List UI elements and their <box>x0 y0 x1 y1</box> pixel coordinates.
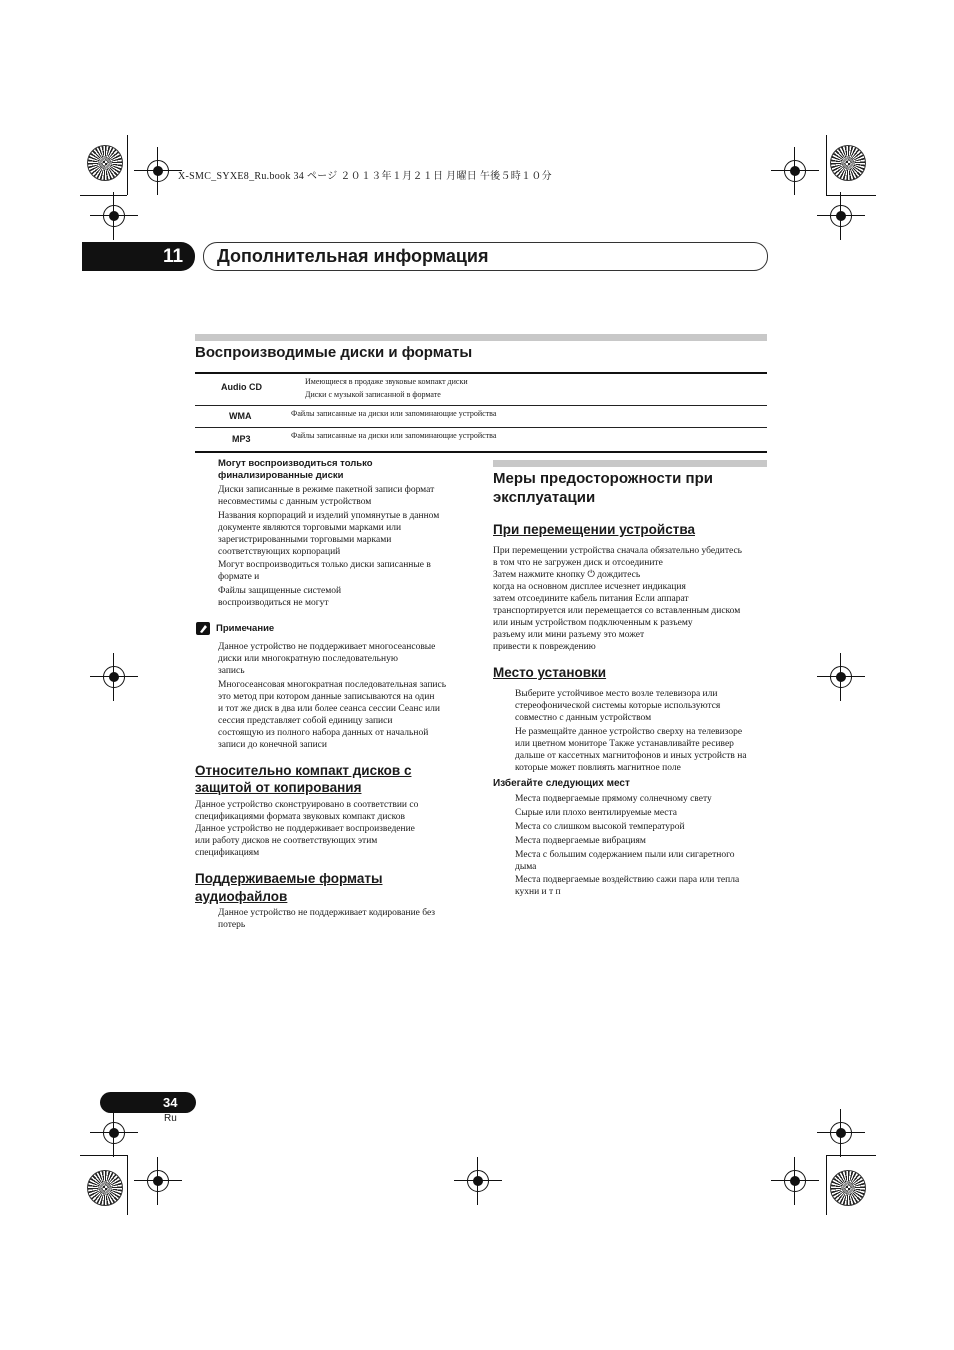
format-label: MP3 <box>232 434 251 444</box>
trim-line <box>80 195 127 196</box>
registration-mark-icon <box>87 145 123 181</box>
table-bottom-rule <box>195 451 767 453</box>
trim-line <box>826 1155 876 1156</box>
bullet-line: зарегистрированными торговыми марками <box>218 535 392 545</box>
body-line: дальше от кассетных магнитофонов и иных устройств на <box>515 751 747 761</box>
format-desc: Имеющиеся в продаже звуковые компакт диски <box>305 377 468 386</box>
body-line: или цветном мониторе Также устанавливайте ресивер <box>515 739 734 749</box>
trim-line <box>127 135 128 195</box>
section-title: Воспроизводимые диски и форматы <box>195 344 473 361</box>
body-line: стереофонической системы которые используются <box>515 701 721 711</box>
body-line: Места со слишком высокой температурой <box>515 822 685 832</box>
table-row <box>195 406 767 428</box>
note-heading: Могут воспроизводиться только <box>218 458 373 469</box>
format-desc: Диски с музыкой записанной в формате <box>305 390 441 399</box>
body-line: Сырые или плохо вентилируемые места <box>515 808 677 818</box>
body-line: которые может повлиять магнитное поле <box>515 763 681 773</box>
note-icon <box>196 622 210 635</box>
note-label: Примечание <box>216 623 275 634</box>
body-line: Места подвергаемые прямому солнечному свету <box>515 794 712 804</box>
subsection-title: Относительно компакт дисков с <box>195 763 412 778</box>
note-line: Данное устройство не поддерживает многосеансовые <box>218 642 436 652</box>
body-line: или иным устройством подключенным к разъему <box>493 618 693 628</box>
section-title: эксплуатации <box>493 489 596 506</box>
table-row <box>195 374 767 406</box>
crosshair-mark-icon <box>830 1122 852 1144</box>
chapter-title: Дополнительная информация <box>217 246 489 266</box>
body-line: разъему или мини разъему это может <box>493 630 645 640</box>
body-line: или работу дисков не соответствующих этим <box>195 836 378 846</box>
bullet-line: воспроизводиться не могут <box>218 598 329 608</box>
body-line: совместно с данным устройством <box>515 713 652 723</box>
note-line: и тот же диск в два или более сеанса сессии Сеанс или <box>218 704 440 714</box>
registration-mark-icon <box>87 1170 123 1206</box>
table-row <box>195 428 767 451</box>
bullet-line: Могут воспроизводиться только диски записанные в <box>218 560 431 570</box>
body-line: транспортируется или перемещается со вставленным диском <box>493 606 741 616</box>
bullet-line: Диски записанные в режиме пакетной записи формат <box>218 485 435 495</box>
body-line: Выберите устойчивое место возле телевизора или <box>515 689 718 699</box>
crosshair-mark-icon <box>103 1122 125 1144</box>
crosshair-mark-icon <box>103 666 125 688</box>
bullet-line: Названия корпораций и изделий упомянутые в данном <box>218 511 440 521</box>
subsection-title: При перемещении устройства <box>493 522 695 537</box>
subsection-title: аудиофайлов <box>195 889 288 904</box>
page-language: Ru <box>164 1113 177 1124</box>
trim-line <box>80 1155 127 1156</box>
body-line: Не размещайте данное устройство сверху на телевизоре <box>515 727 743 737</box>
bullet-line: Файлы защищенные системой <box>218 586 342 596</box>
body-line: Затем нажмите кнопку ⏻ дождитесь <box>493 570 641 580</box>
section-bar <box>195 334 767 341</box>
body-line: дыма <box>515 862 537 872</box>
subsection-title: защитой от копирования <box>195 780 362 795</box>
bullet-line: документе являются торговыми марками или <box>218 523 402 533</box>
format-label: WMA <box>229 411 252 421</box>
crosshair-mark-icon <box>147 160 169 182</box>
body-line: спецификациями формата звуковых компакт дисков <box>195 812 405 822</box>
body-line: кухни и т п <box>515 887 561 897</box>
body-line: Места подвергаемые вибрациям <box>515 836 646 846</box>
note-line: сессия представляет собой единицу записи <box>218 716 393 726</box>
note-line: это метод при котором данные записываются на один <box>218 692 435 702</box>
subsection-title: Место установки <box>493 665 607 680</box>
avoid-heading: Избегайте следующих мест <box>493 778 630 789</box>
trim-line <box>826 135 827 195</box>
crosshair-mark-icon <box>830 666 852 688</box>
crosshair-mark-icon <box>784 160 806 182</box>
note-line: диски или многократную последовательную <box>218 654 398 664</box>
bullet-line: соответствующих корпораций <box>218 547 341 557</box>
body-line: Данное устройство не поддерживает кодирование без <box>218 908 436 918</box>
registration-mark-icon <box>830 145 866 181</box>
print-header: X-SMC_SYXE8_Ru.book 34 ページ ２０１３年１月２１日 月曜日 午後５時１０分 <box>178 171 552 182</box>
trim-line <box>127 1155 128 1215</box>
body-line: в том что не загружен диск и отсоедините <box>493 558 663 568</box>
body-line: спецификациям <box>195 848 260 858</box>
chapter-number: 11 <box>163 246 184 267</box>
section-title: Меры предосторожности при <box>493 470 713 487</box>
body-line: привести к повреждению <box>493 642 596 652</box>
body-line: затем отсоедините кабель питания Если аппарат <box>493 594 689 604</box>
crosshair-mark-icon <box>147 1170 169 1192</box>
subsection-title: Поддерживаемые форматы <box>195 871 383 886</box>
body-line: когда на основном дисплее исчезнет индикация <box>493 582 686 592</box>
format-label: Audio CD <box>221 382 262 392</box>
registration-mark-icon <box>830 1170 866 1206</box>
trim-line <box>826 195 876 196</box>
body-line: Места с большим содержанием пыли или сигаретного <box>515 850 735 860</box>
trim-line <box>826 1155 827 1215</box>
bullet-line: формате и <box>218 572 260 582</box>
crosshair-mark-icon <box>467 1170 489 1192</box>
body-line: Места подвергаемые воздействию сажи пара или тепла <box>515 875 740 885</box>
body-line: Данное устройство не поддерживает воспроизведение <box>195 824 415 834</box>
section-bar <box>493 460 767 467</box>
page-number: 34 <box>163 1095 178 1110</box>
format-desc: Файлы записанные на диски или запоминающие устройства <box>291 409 497 418</box>
crosshair-mark-icon <box>784 1170 806 1192</box>
note-heading: финализированные диски <box>218 470 344 481</box>
note-line: состоящую из полного набора данных от начальной <box>218 728 429 738</box>
format-table <box>195 374 767 452</box>
note-line: Многосеансовая многократная последовательная запись <box>218 680 447 690</box>
page-number-tab <box>100 1092 196 1113</box>
body-line: Данное устройство сконструировано в соответствии со <box>195 800 419 810</box>
bullet-line: несовместимы с данным устройством <box>218 497 372 507</box>
body-line: При перемещении устройства сначала обязательно убедитесь <box>493 546 742 556</box>
crosshair-mark-icon <box>103 205 125 227</box>
note-line: записи до конечной записи <box>218 740 327 750</box>
note-line: запись <box>218 666 245 676</box>
body-line: потерь <box>218 920 246 930</box>
format-desc: Файлы записанные на диски или запоминающие устройства <box>291 431 497 440</box>
crosshair-mark-icon <box>830 205 852 227</box>
